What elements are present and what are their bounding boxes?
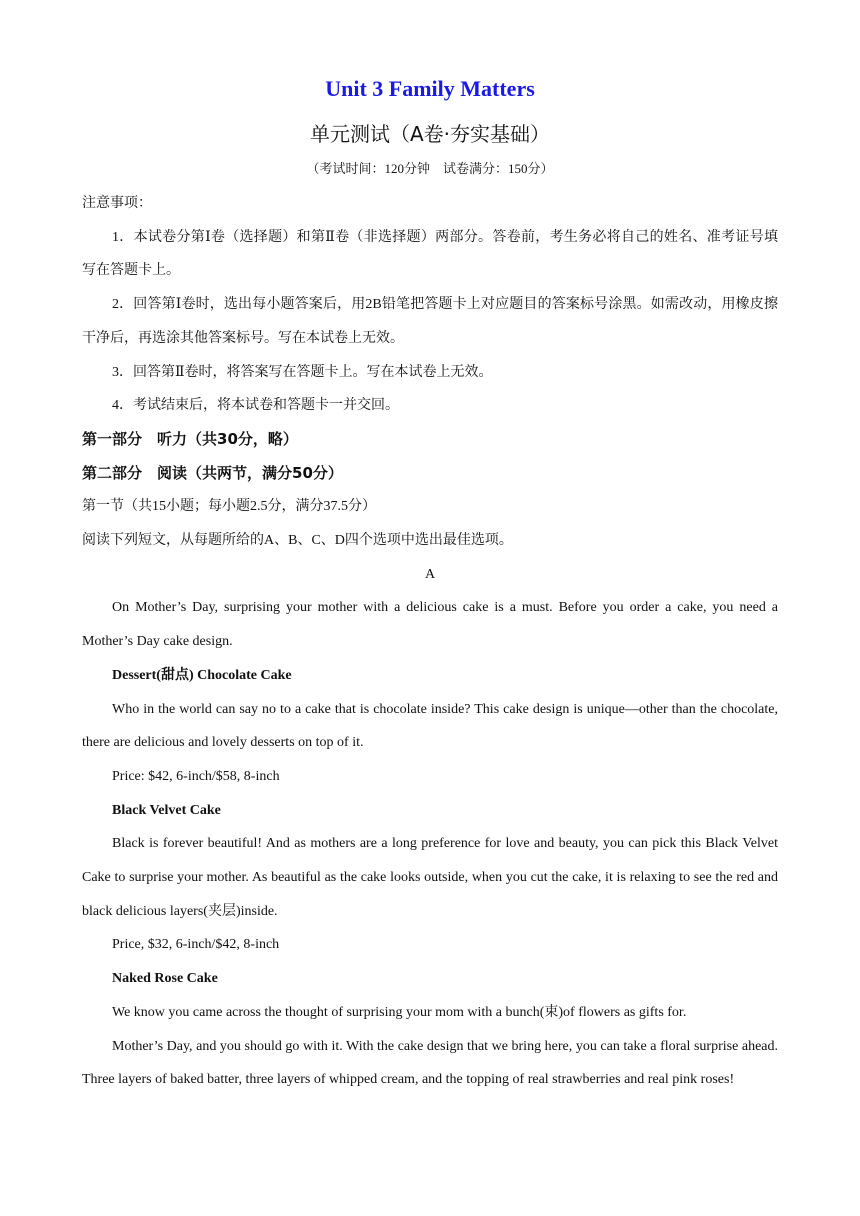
unit-title: Unit 3 Family Matters: [325, 76, 535, 101]
cake-1-price: Price: $42, 6-inch/$58, 8-inch: [112, 768, 280, 784]
cake-1-name: Dessert(甜点) Chocolate Cake: [112, 667, 292, 683]
part-1-heading: 第一部分 听力（共30分，略）: [82, 429, 298, 448]
cake-3-description-1: We know you came across the thought of surprising your mom with a bunch(束)of flowers as gifts for.: [112, 1004, 687, 1020]
cake-3-name: Naked Rose Cake: [112, 971, 218, 987]
cake-3-description-2: Mother’s Day, and you should go with it. With the cake design that we bring here, you can take a floral surprise ahead. Three layers of baked batter, three layers of whipped cream, and the topping of real strawberries and real pink roses!: [82, 1038, 778, 1088]
note-item-4: 4．考试结束后，将本试卷和答题卡一并交回。: [112, 398, 399, 414]
note-item-2: 2．回答第Ⅰ卷时，选出每小题答案后，用2B铅笔把答题卡上对应题目的答案标号涂黑。如需改动，用橡皮擦干净后，再选涂其他答案标号。写在本试卷上无效。: [82, 297, 778, 346]
exam-page: [82, 74, 778, 1097]
cake-2-name: Black Velvet Cake: [112, 802, 221, 818]
passage-intro: On Mother’s Day, surprising your mother with a delicious cake is a must. Before you order a cake, you need a Mother’s Day cake design.: [82, 600, 778, 650]
note-item-1: 1．本试卷分第Ⅰ卷（选择题）和第Ⅱ卷（非选择题）两部分。答卷前，考生务必将自己的姓名、准考证号填写在答题卡上。: [82, 229, 778, 279]
exam-info: （考试时间：120分钟 试卷满分：150分）: [306, 161, 554, 176]
passage-label: A: [424, 566, 436, 582]
cake-1-description: Who in the world can say no to a cake that is chocolate inside? This cake design is unique—other than the chocolate, there are delicious and lovely desserts on top of it.: [82, 701, 778, 751]
reading-instruction: 阅读下列短文，从每题所给的A、B、C、D四个选项中选出最佳选项。: [82, 533, 513, 549]
cake-2-description: Black is forever beautiful! And as mothers are a long preference for love and beauty, you can pick this Black Velvet Cake to surprise your mother. As beautiful as the cake looks outside, when you cut the cake, it is relaxing to see the red and black delicious layers(夹层)inside.: [82, 836, 778, 919]
part-2-heading: 第二部分 阅读（共两节，满分50分）: [82, 463, 343, 482]
section-1-heading: 第一节（共15小题；每小题2.5分，满分37.5分）: [82, 499, 376, 515]
test-subtitle: 单元测试（A卷·夯实基础）: [309, 122, 551, 146]
note-item-3: 3．回答第Ⅱ卷时，将答案写在答题卡上。写在本试卷上无效。: [112, 364, 493, 380]
cake-2-price: Price, $32, 6-inch/$42, 8-inch: [112, 937, 280, 953]
notes-label: 注意事项：: [82, 196, 152, 211]
